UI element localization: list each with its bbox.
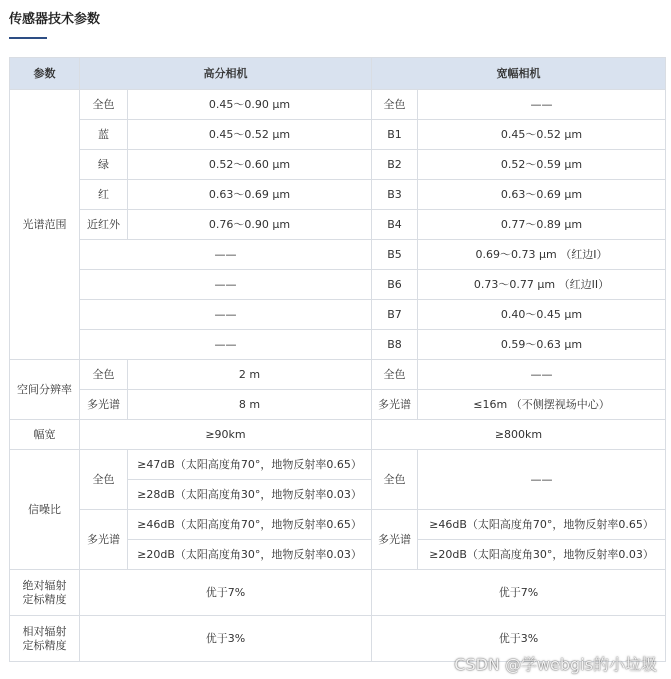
value-cell: ≥28dB（太阳高度角30°，地物反射率0.03） xyxy=(128,480,372,510)
row-label-rel-calibration: 相对辐射 定标精度 xyxy=(10,616,80,662)
value-cell: ≥47dB（太阳高度角70°，地物反射率0.65） xyxy=(128,450,372,480)
value-cell: 优于7% xyxy=(372,570,666,616)
value-cell: ≥46dB（太阳高度角70°，地物反射率0.65） xyxy=(418,510,666,540)
row-label-abs-calibration: 绝对辐射 定标精度 xyxy=(10,570,80,616)
band-cell: 近红外 xyxy=(80,210,128,240)
row-label-spectral: 光谱范围 xyxy=(10,90,80,360)
row-label-swath: 幅宽 xyxy=(10,420,80,450)
page-title: 传感器技术参数 xyxy=(9,12,101,27)
spec-table xyxy=(9,57,666,662)
value-cell: 优于3% xyxy=(80,616,372,662)
value-cell: 0.40～0.45 μm xyxy=(418,300,666,330)
value-cell: 优于3% xyxy=(372,616,666,662)
band-cell: B2 xyxy=(372,150,418,180)
value-cell: 0.77～0.89 μm xyxy=(418,210,666,240)
row-label-resolution: 空间分辨率 xyxy=(10,360,80,420)
empty-cell: —— xyxy=(80,270,372,300)
value-cell: 0.63～0.69 μm xyxy=(418,180,666,210)
value-cell: 优于7% xyxy=(80,570,372,616)
band-cell: 红 xyxy=(80,180,128,210)
band-cell: 多光谱 xyxy=(372,390,418,420)
table-row xyxy=(10,300,666,330)
band-cell: 全色 xyxy=(80,90,128,120)
table-row xyxy=(10,450,666,480)
band-cell: 蓝 xyxy=(80,120,128,150)
value-cell: 0.63～0.69 μm xyxy=(128,180,372,210)
band-cell: B8 xyxy=(372,330,418,360)
value-cell: —— xyxy=(418,90,666,120)
table-row xyxy=(10,510,666,540)
table-row xyxy=(10,270,666,300)
value-cell: ≥46dB（太阳高度角70°，地物反射率0.65） xyxy=(128,510,372,540)
value-cell: 0.52～0.59 μm xyxy=(418,150,666,180)
band-cell: 多光谱 xyxy=(80,390,128,420)
header-row xyxy=(10,58,666,90)
header-hr-camera: 高分相机 xyxy=(80,58,372,90)
band-cell: B7 xyxy=(372,300,418,330)
band-cell: 全色 xyxy=(80,450,128,510)
table-row xyxy=(10,330,666,360)
table-row xyxy=(10,360,666,390)
value-cell: 0.59～0.63 μm xyxy=(418,330,666,360)
header-wide-camera: 宽幅相机 xyxy=(372,58,666,90)
value-cell: 0.69～0.73 μm （红边I） xyxy=(418,240,666,270)
table-row xyxy=(10,120,666,150)
band-cell: 多光谱 xyxy=(80,510,128,570)
value-cell: 0.45～0.90 μm xyxy=(128,90,372,120)
row-label-snr: 信噪比 xyxy=(10,450,80,570)
empty-cell: —— xyxy=(80,300,372,330)
band-cell: B3 xyxy=(372,180,418,210)
value-cell: ≥90km xyxy=(80,420,372,450)
value-cell: 0.45～0.52 μm xyxy=(418,120,666,150)
band-cell: 全色 xyxy=(80,360,128,390)
empty-cell: —— xyxy=(80,330,372,360)
empty-cell: —— xyxy=(80,240,372,270)
table-row xyxy=(10,210,666,240)
band-cell: 绿 xyxy=(80,150,128,180)
value-cell: 0.52～0.60 μm xyxy=(128,150,372,180)
value-cell: —— xyxy=(418,360,666,390)
band-cell: B4 xyxy=(372,210,418,240)
title-underline xyxy=(9,37,47,39)
value-cell: 0.73～0.77 μm （红边II） xyxy=(418,270,666,300)
watermark: CSDN @学webgis的小垃圾 xyxy=(454,655,657,674)
value-cell: ≥20dB（太阳高度角30°，地物反射率0.03） xyxy=(128,540,372,570)
table-row xyxy=(10,150,666,180)
table-row xyxy=(10,420,666,450)
band-cell: 全色 xyxy=(372,360,418,390)
table-row xyxy=(10,90,666,120)
value-cell: ≥800km xyxy=(372,420,666,450)
band-cell: 多光谱 xyxy=(372,510,418,570)
band-cell: B6 xyxy=(372,270,418,300)
band-cell: B1 xyxy=(372,120,418,150)
value-cell: —— xyxy=(418,450,666,510)
value-cell: 8 m xyxy=(128,390,372,420)
table-row xyxy=(10,240,666,270)
value-cell: 0.76～0.90 μm xyxy=(128,210,372,240)
table-row xyxy=(10,570,666,616)
value-cell: ≤16m （不侧摆视场中心） xyxy=(418,390,666,420)
value-cell: 0.45～0.52 μm xyxy=(128,120,372,150)
band-cell: B5 xyxy=(372,240,418,270)
band-cell: 全色 xyxy=(372,450,418,510)
value-cell: 2 m xyxy=(128,360,372,390)
header-param: 参数 xyxy=(10,58,80,90)
band-cell: 全色 xyxy=(372,90,418,120)
table-row xyxy=(10,180,666,210)
table-row xyxy=(10,390,666,420)
value-cell: ≥20dB（太阳高度角30°，地物反射率0.03） xyxy=(418,540,666,570)
